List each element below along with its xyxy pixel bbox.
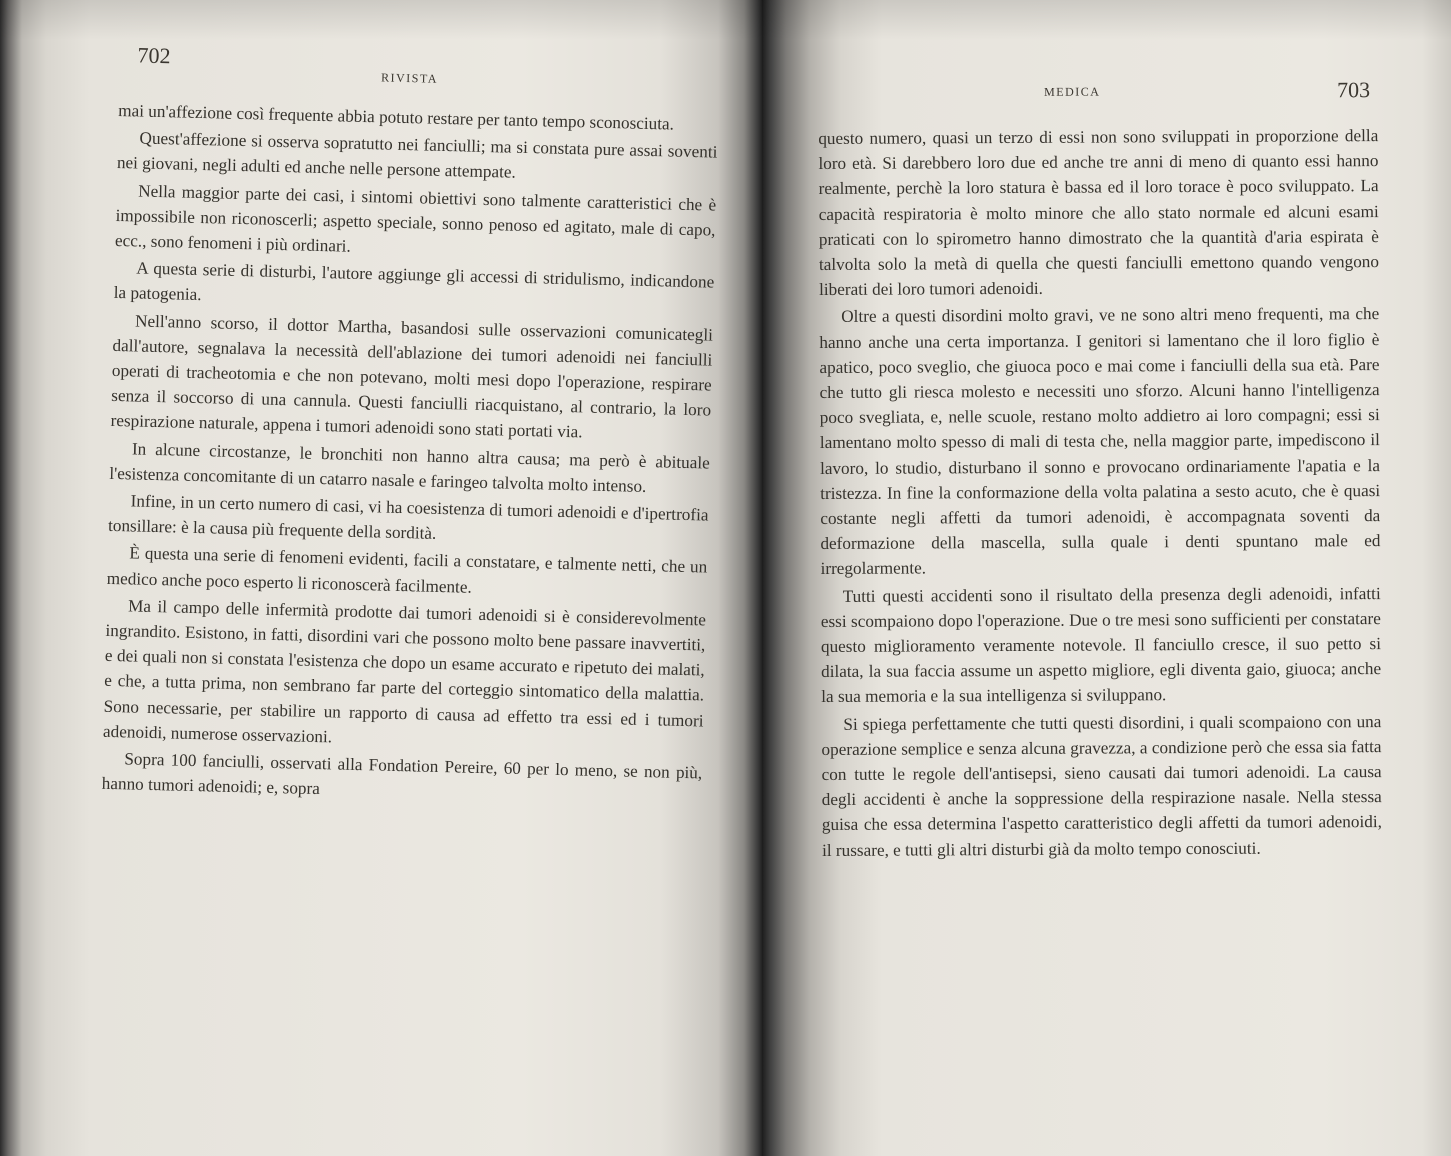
right-page-content [818, 77, 1382, 863]
paragraph: È questa una serie di fenomeni evidenti, facili a constatare, e talmente netti, che un medico anche poco esperto li riconoscerà facilmente. [106, 543, 708, 597]
left-page-header [119, 38, 720, 93]
paragraph: Nella maggior parte dei casi, i sintomi obiettivi sono talmente caratteristici che è impossibile non riconoscerli; aspetto speciale, sonno penoso ed agitato, male di capo, ecc., sono fenomeni i più ordinari. [114, 181, 717, 256]
left-page-number: 702 [137, 42, 171, 69]
left-page-body [101, 98, 718, 811]
paragraph: In alcune circostanze, le bronchiti non hanno altra causa; ma però è abituale l'esistenza concomitante di un catarro nasale e faringeo talvolta molto intenso. [109, 439, 711, 496]
paragraph: mai un'affezione così frequente abbia potuto restare per tanto tempo sconosciuta. [117, 100, 675, 134]
paragraph: Infine, in un certo numero di casi, vi ha coesistenza di tumori adenoidi e d'ipertrofia tonsillare: è la causa più frequente della sordità. [107, 491, 709, 544]
right-page-header [818, 77, 1378, 120]
left-running-title: RIVISTA [380, 70, 439, 86]
right-page-number: 703 [1336, 77, 1371, 103]
paragraph: Si spiega perfettamente che tutti questi disordini, i quali scompaiono con una operazione semplice e senza alcuna gravezza, a condizione però che essa sia fatta con tutte le regole dell'antisepsi, sieno causati dai tumori adenoidi. La causa degli accidenti è anche la soppressione della respirazione nasale. Nella stessa guisa che essa determina l'aspetto caratteristico degli affetti da tumori adenoidi, il russare, e tutti gli altri disturbi già da molto tempo conosciuti. [821, 711, 1382, 860]
paragraph: Sopra 100 fanciulli, osservati alla Fondation Pereire, 60 per lo meno, se non più, hanno tumori adenoidi; e, sopra [101, 749, 703, 799]
paragraph: Nell'anno scorso, il dottor Martha, basandosi sulle osservazioni comunicategli dall'autore, segnalava la necessità dell'ablazione dei tumori adenoidi nei fanciulli operati di tracheotomia e che non potevano, molti mesi dopo l'operazione, respirare senza il soccorso di una cannula. Questi fanciulli riacquistano, al contrario, la loro respirazione naturale, appena i tumori adenoidi sono stati portati via. [110, 311, 714, 442]
paragraph: Oltre a questi disordini molto gravi, ve ne sono altri meno frequenti, ma che hanno anche una certa importanza. I genitori si lamentano che il loro figlio è apatico, poco sveglio, che giuoca poco e mai come i fanciulli della sua età. Pare che tutto gli riesca molesto e necessiti uno sforzo. Alcuni hanno l'intelligenza poco svegliata, e, nelle scuole, restano molto addietro ai loro compagni; essi si lamentano molto spesso di mali di testa che, nella maggior parte, impediscono il lavoro, lo studio, disturbano il sonno e provocano ordinariamente l'apatia e la tristezza. In fine la conformazione della volta palatina a sesto acuto, che è quasi costante negli affetti da tumori adenoidi, è accompagnata soventi da deformazione della mascella, sulla quale i denti spuntano male ed irregolarmente. [819, 304, 1381, 579]
paragraph: Ma il campo delle infermità prodotte dai tumori adenoidi si è considerevolmente ingrandito. Esistono, in fatti, disordini vari che possono molto bene passare inavvertiti, e dei quali non si constata l'esistenza che dopo un esame accurato e ripetuto dei malati, e che, a tutta prima, non sembrano far parte del corteggio sintomatico della malattia. Sono necessarie, per stabilire un rapporto di causa ad effetto tra essi ed i tumori adenoidi, numerose osservazioni. [102, 596, 707, 747]
paragraph: A questa serie di disturbi, l'autore aggiunge gli accessi di stridulismo, indicandone la patogenia. [113, 258, 715, 305]
right-running-title: MEDICA [1044, 84, 1101, 99]
right-page-body [818, 123, 1382, 863]
left-page-content [101, 38, 719, 811]
paragraph: Quest'affezione si osserva sopratutto nei fanciulli; ma si constata pure assai soventi nei giovani, negli adulti ed anche nelle persone attempate. [116, 128, 718, 183]
paragraph: Tutti questi accidenti sono il risultato della presenza degli adenoidi, infatti essi scompaiono dopo l'operazione. Due o tre mesi sono sufficienti per constatare questo miglioramento veramente notevole. Il fanciullo cresce, il suo petto si dilata, la sua faccia assume un aspetto migliore, egli diventa gaio, giuoca; anche la sua memoria e la sua intelligenza si sviluppano. [820, 583, 1382, 707]
paragraph: questo numero, quasi un terzo di essi non sono sviluppati in proporzione della loro età. Si darebbero loro due ed anche tre anni di meno di quanto essi hanno realmente, perchè la loro statura è bassa ed il loro torace è poco sviluppato. La capacità respiratoria è molto minore che allo stato normale ed alcuni esami praticati con lo spirometro hanno dimostrato che la quantità d'aria espirata è talvolta solo la metà di quella che questi fanciulli emettono quando vengono liberati dei loro tumori adenoidi. [818, 126, 1380, 300]
